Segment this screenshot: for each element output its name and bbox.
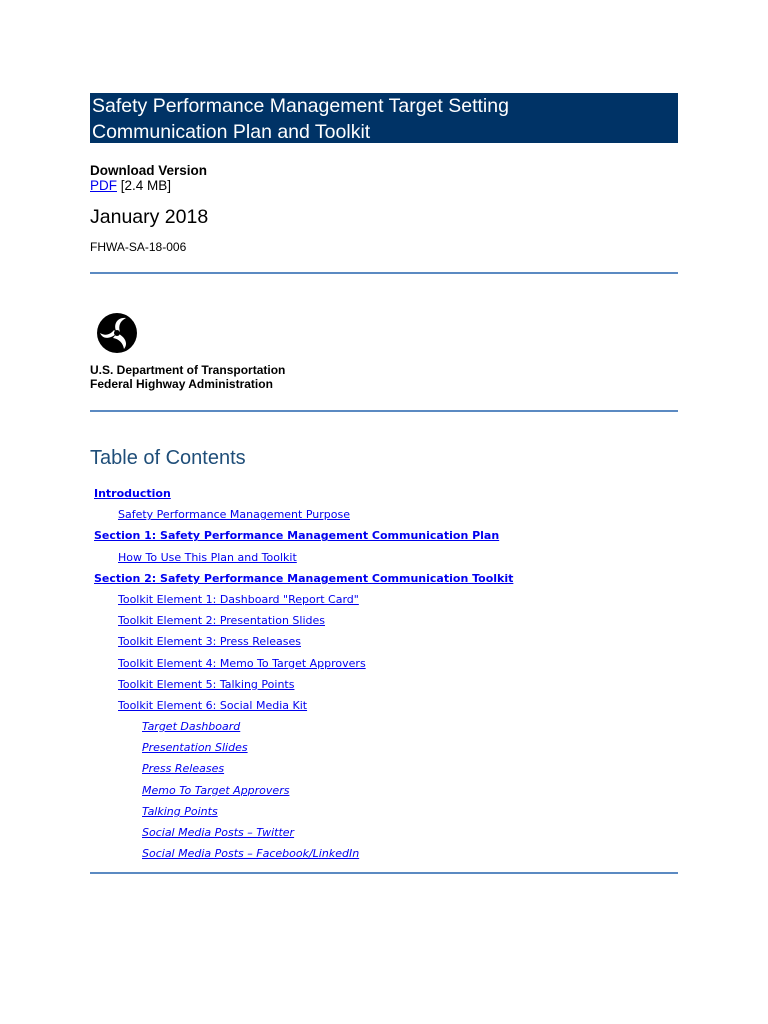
toc-item [90,550,678,571]
toc-link[interactable]: Presentation Slides [142,741,248,755]
toc-item [90,761,678,782]
toc-item [90,804,678,825]
agency-line-1: U.S. Department of Transportation [90,363,286,377]
toc-item [90,656,678,677]
dot-triskelion-logo-icon [96,312,138,354]
toc-item [90,592,678,613]
toc-item [90,507,678,528]
pdf-size-text: [2.4 MB] [117,178,172,193]
download-version-label: Download Version [90,163,208,178]
toc-link[interactable]: Safety Performance Management Purpose [118,508,350,522]
toc-item [90,486,678,507]
toc-link[interactable]: Talking Points [142,804,218,818]
pdf-download-link[interactable]: PDF [90,178,117,193]
toc-item [90,825,678,846]
title-line-1: Safety Performance Management Target Setting [92,95,509,117]
toc-item [90,613,678,634]
toc-item [90,846,678,867]
toc-link[interactable]: Toolkit Element 5: Talking Points [118,677,295,691]
toc-link[interactable]: Section 1: Safety Performance Management Communication Plan [94,529,500,543]
toc-link[interactable]: Toolkit Element 4: Memo To Target Approvers [118,656,366,670]
toc-link[interactable]: Introduction [94,487,171,500]
agency-line-2: Federal Highway Administration [90,377,273,391]
toc-link[interactable]: How To Use This Plan and Toolkit [118,550,297,564]
toc-item [90,719,678,740]
toc-item [90,783,678,804]
toc-link[interactable]: Social Media Posts – Facebook/LinkedIn [142,847,360,861]
toc-item [90,677,678,698]
toc-link[interactable]: Toolkit Element 6: Social Media Kit [118,698,308,712]
toc-link[interactable]: Section 2: Safety Performance Management Communication Toolkit [94,571,514,585]
title-banner [90,93,678,143]
toc-item [90,740,678,761]
toc-link[interactable]: Target Dashboard [142,720,241,734]
toc-link[interactable]: Toolkit Element 3: Press Releases [118,635,301,649]
toc-heading: Table of Contents [90,447,246,469]
toc-item [90,571,678,592]
toc-item [90,528,678,549]
divider [90,272,678,274]
table-of-contents [90,486,678,867]
divider [90,410,678,412]
agency-logo [96,312,678,354]
title-line-2: Communication Plan and Toolkit [92,121,371,143]
toc-item [90,698,678,719]
toc-link[interactable]: Social Media Posts – Twitter [142,826,295,839]
download-line [90,178,678,194]
toc-item [90,634,678,655]
toc-link[interactable]: Toolkit Element 2: Presentation Slides [118,614,325,628]
toc-link[interactable]: Memo To Target Approvers [142,783,290,797]
toc-link[interactable]: Toolkit Element 1: Dashboard "Report Card" [118,592,359,606]
publication-date: January 2018 [90,206,209,228]
divider [90,872,678,874]
document-page [90,93,678,874]
report-number: FHWA-SA-18-006 [90,240,187,254]
toc-link[interactable]: Press Releases [142,762,225,776]
agency-name [90,363,678,391]
